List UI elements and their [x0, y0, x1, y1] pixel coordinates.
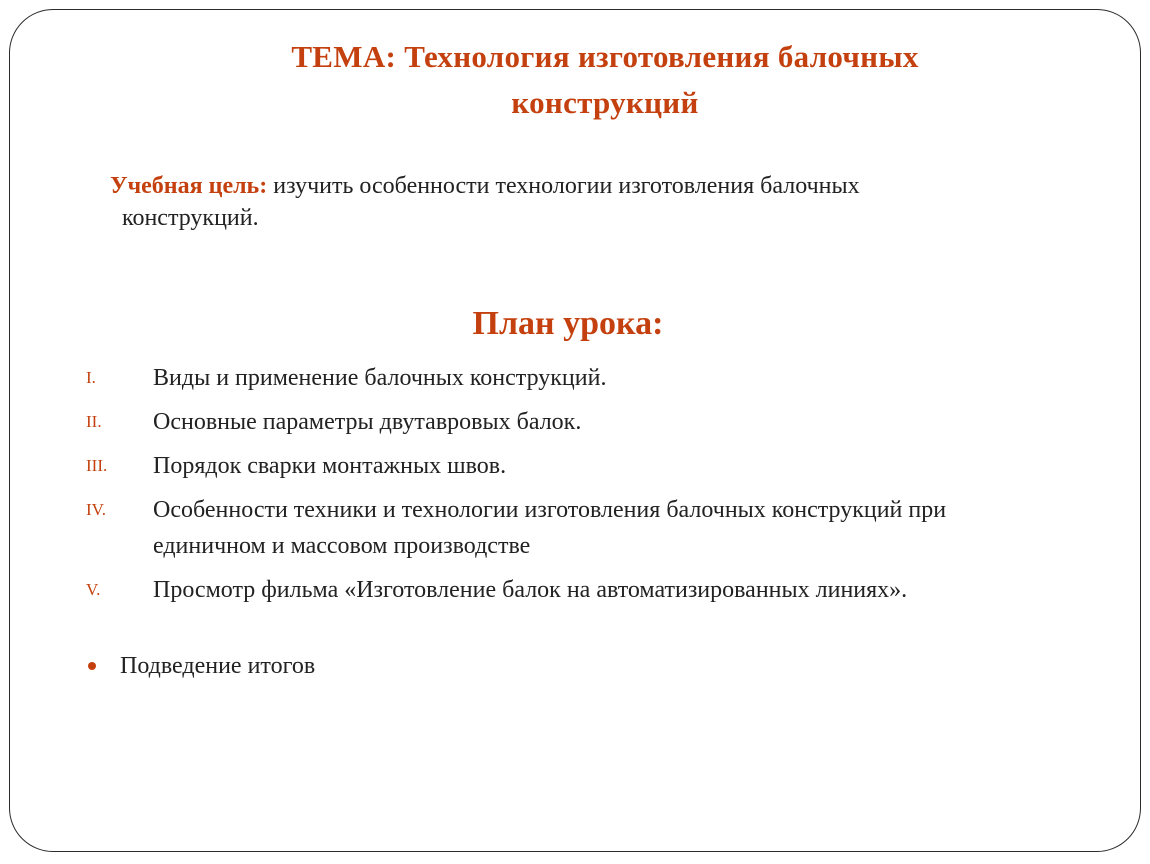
plan-item-marker: V. [86, 580, 101, 599]
slide-title [140, 34, 1070, 126]
plan-item-1 [86, 360, 1026, 396]
slide-title-line1: ТЕМА: Технология изготовления балочных [291, 39, 919, 74]
plan-item-text: Виды и применение балочных конструкций. [153, 365, 607, 391]
slide-title-line2: конструкций [511, 85, 699, 120]
plan-list [86, 360, 1026, 616]
plan-item-4 [86, 492, 1026, 564]
learning-goal-label: Учебная цель: [110, 173, 268, 199]
plan-item-5 [86, 572, 1026, 608]
plan-item-text: Основные параметры двутавровых балок. [153, 409, 582, 435]
plan-item-marker: IV. [86, 500, 106, 519]
plan-item-marker: I. [86, 368, 96, 387]
learning-goal-text-line2: конструкций. [122, 205, 259, 231]
plan-item-marker: III. [86, 456, 108, 475]
learning-goal-text-line1: изучить особенности технологии изготовления балочных [267, 173, 860, 199]
plan-item-text: Особенности техники и технологии изготовления балочных конструкций при единичном и массовом производстве [153, 497, 947, 559]
learning-goal [110, 170, 1040, 234]
plan-item-marker: II. [86, 412, 102, 431]
summary-text: Подведение итогов [120, 653, 316, 679]
plan-item-2 [86, 404, 1026, 440]
bullet-dot-icon [88, 662, 96, 670]
plan-item-text: Порядок сварки монтажных швов. [153, 453, 507, 479]
plan-item-3 [86, 448, 1026, 484]
summary-item [88, 648, 315, 684]
plan-title: План урока: [472, 305, 664, 342]
plan-item-text: Просмотр фильма «Изготовление балок на автоматизированных линиях». [153, 577, 908, 603]
